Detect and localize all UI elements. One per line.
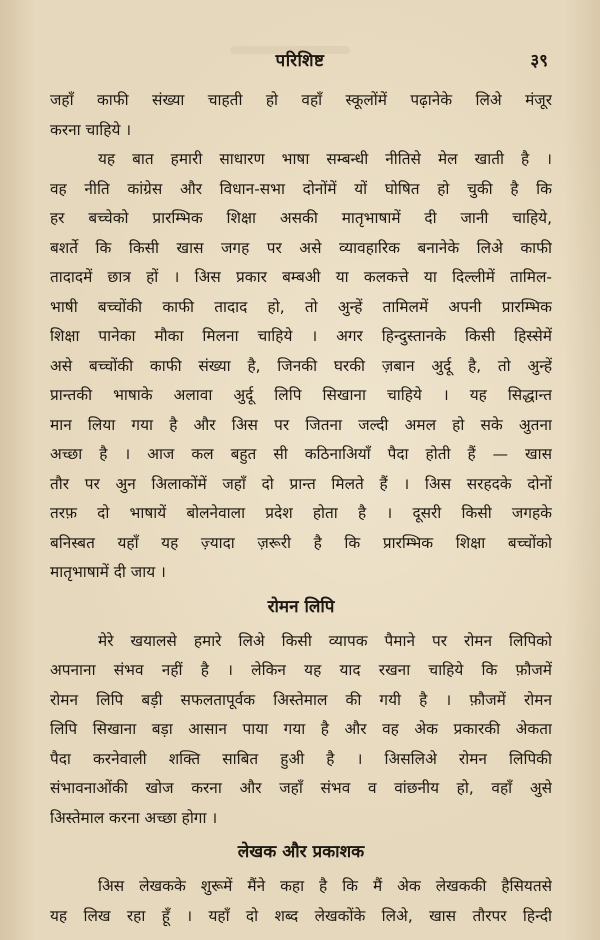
text-line: हर बच्चेको प्रारम्भिक शिक्षा असकी मातृभाषामें दी जानी चाहिये, (50, 209, 552, 227)
paragraph-2 (50, 145, 552, 588)
text-line: मातृभाषामें दी जाय । (50, 563, 166, 581)
section-heading-roman-script: रोमन लिपि (267, 596, 335, 617)
text-line: भाषी बच्चोंकी काफी तादाद हो, तो अुन्हें तामिलमें अपनी प्रारम्भिक (50, 297, 552, 316)
body-text (50, 86, 552, 931)
paragraph-4 (50, 872, 552, 931)
text-line: अपनाना संभव नहीं है । लेकिन यह याद रखना चाहिये कि फ़ौजमें (50, 661, 552, 679)
text-line: प्रान्तकी भाषाके अलावा अुर्दू लिपि सिखाना चाहिये । यह सिद्धान्त (50, 386, 552, 404)
text-line: तौर पर अुन अिलाकोंमें जहाँ दो प्रान्त मिलते हैं । अिस सरहदके दोनों (50, 474, 552, 493)
text-line: संभावनाओंकी खोज करना और जहाँ संभव व वांछनीय हो, वहाँ अुसे (50, 779, 552, 797)
text-line: अच्छा है । आज कल बहुत सी कठिनाअियाँ पैदा होती हैं — खास (50, 445, 552, 463)
page-header (0, 48, 600, 78)
paragraph-3 (50, 627, 552, 834)
section-heading-writers-publishers: लेखक और प्रकाशक (237, 842, 365, 862)
running-head: परिशिष्ट (275, 51, 325, 71)
text-line: वह नीति कांग्रेस और विधान-सभा दोनोंमें यों घोषित हो चुकी है कि (50, 179, 552, 198)
text-line: यह बात हमारी साधारण भाषा सम्बन्धी नीतिसे मेल खाती है । (98, 150, 552, 168)
text-line: शिक्षा पानेका मौका मिलना चाहिये । अगर हिन्दुस्तानके किसी हिस्सेमें (50, 327, 552, 345)
text-line: लिपि सिखाना बड़ा आसान पाया गया है और वह अेक प्रकारकी अेकता (50, 720, 552, 738)
text-line: अिस लेखकके शुरूमें मैंने कहा है कि मैं अेक लेखककी हैसियतसे (98, 877, 552, 895)
text-line: यह लिख रहा हूँ । यहाँ दो शब्द लेखकोंके लिअे, खास तौरपर हिन्दी (50, 906, 552, 925)
text-line: तरफ़ दो भाषायें बोलनेवाला प्रदेश होता है । दूसरी किसी जगहके (50, 504, 552, 522)
text-line: जहाँ काफी संख्या चाहती हो वहाँ स्कूलोंमें पढ़ानेके लिअे मंजूर (50, 91, 552, 109)
page-number: ३९ (530, 51, 548, 71)
text-line: तादादमें छात्र हों । अिस प्रकार बम्बअी या कलकत्ते या दिल्लीमें तामिल- (50, 268, 552, 286)
text-line: असे बच्चोंकी काफी संख्या है, जिनकी घरकी ज़बान अुर्दू है, तो अुन्हें (50, 356, 552, 375)
text-line: बशर्ते कि किसी खास जगह पर असे व्यावहारिक बनानेके लिअे काफी (50, 238, 552, 257)
text-line: मान लिया गया है और अिस पर जितना जल्दी अमल हो सके अुतना (50, 415, 552, 434)
text-line: पैदा करनेवाली शक्ति साबित हुअी है । अिसलिअे रोमन लिपिकी (50, 749, 552, 768)
text-line: करना चाहिये । (50, 120, 132, 139)
paragraph-1 (50, 86, 552, 145)
text-line: मेरे खयालसे हमारे लिअे किसी व्यापक पैमाने पर रोमन लिपिको (98, 631, 552, 650)
text-line: रोमन लिपि बड़ी सफलतापूर्वक अिस्तेमाल की गयी है । फ़ौजमें रोमन (50, 690, 552, 709)
text-line: अिस्तेमाल करना अच्छा होगा । (50, 808, 218, 827)
text-line: बनिस्बत यहाँ यह ज़्यादा ज़रूरी है कि प्रारम्भिक शिक्षा बच्चोंको (50, 533, 552, 552)
